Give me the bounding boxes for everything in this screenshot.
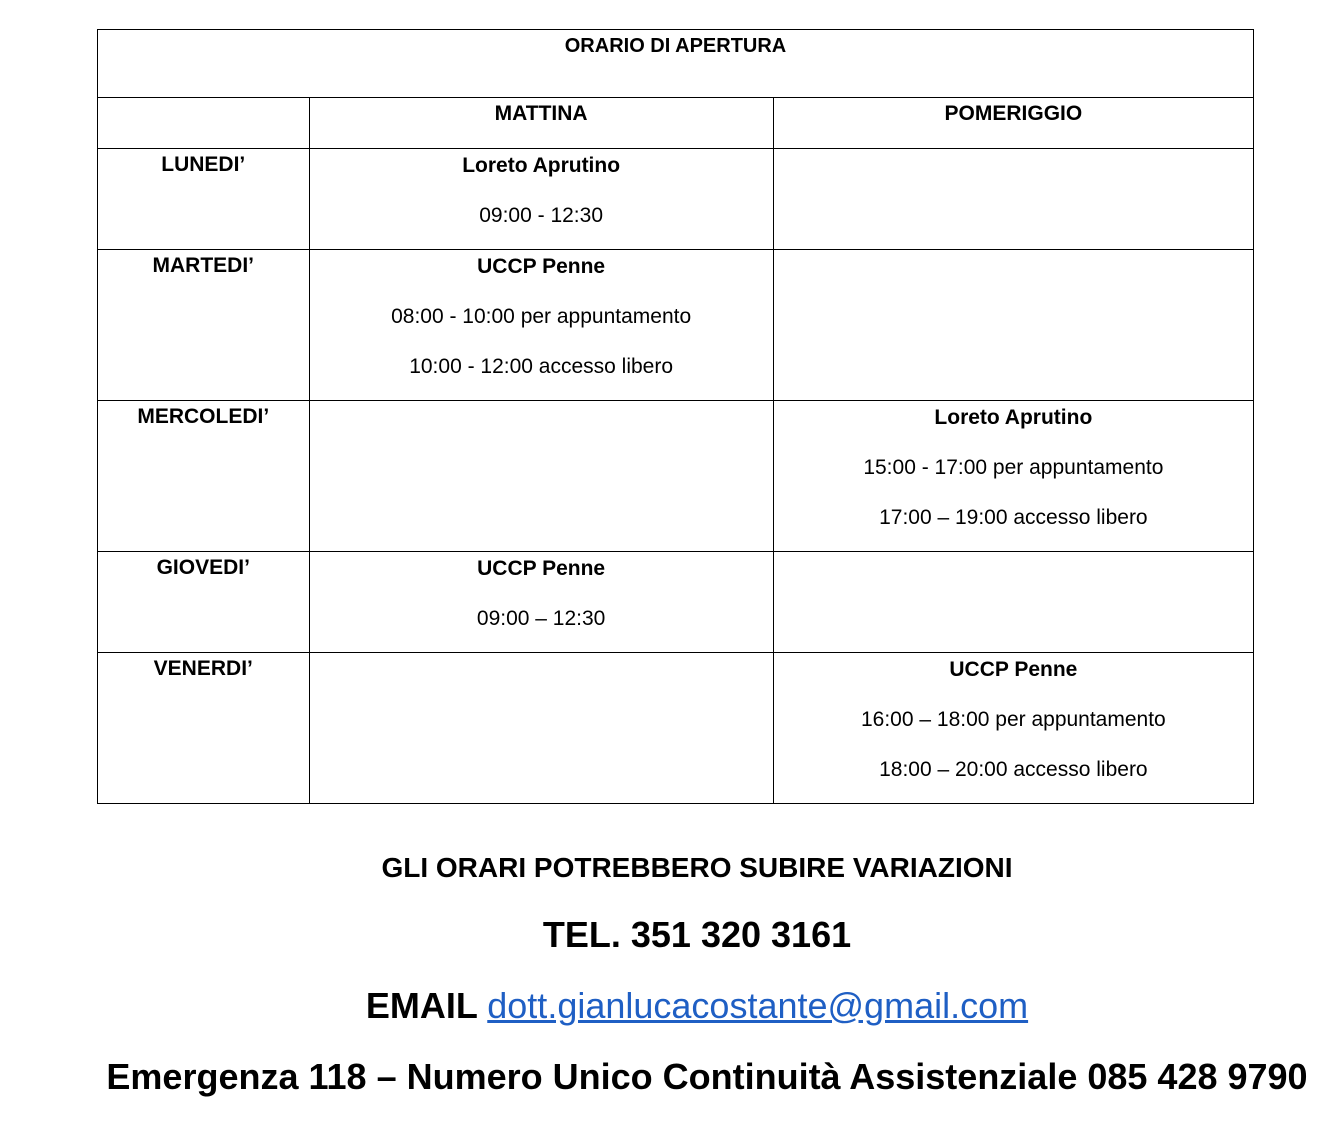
table-row [98,250,1254,401]
afternoon-place: Loreto Aprutino [934,406,1093,429]
morning-cell [309,401,773,552]
morning-place: UCCP Penne [477,557,606,580]
emergency-info: Emergenza 118 – Numero Unico Continuità Assistenziale 085 428 9790 [106,1056,1308,1097]
day-cell [98,653,310,804]
phone-number: TEL. 351 320 3161 [542,914,852,955]
table-row [98,552,1254,653]
morning-cell [309,149,773,250]
morning-place: UCCP Penne [477,255,606,278]
morning-cell [309,250,773,401]
day-label: MARTEDI’ [152,254,255,277]
header-afternoon [773,98,1253,149]
morning-time: 09:00 – 12:30 [476,607,606,630]
afternoon-time: 16:00 – 18:00 per appuntamento [860,708,1166,731]
header-afternoon-label: POMERIGGIO [944,102,1083,125]
day-cell [98,149,310,250]
opening-hours-table [97,29,1254,804]
day-label: MERCOLEDI’ [137,405,270,428]
afternoon-place: UCCP Penne [949,658,1078,681]
day-label: LUNEDI’ [161,153,246,176]
table-row [98,149,1254,250]
table-title: ORARIO DI APERTURA [564,35,787,57]
morning-time: 10:00 - 12:00 accesso libero [409,355,674,378]
email-label: EMAIL [365,985,478,1026]
afternoon-cell [773,250,1253,401]
afternoon-time: 18:00 – 20:00 accesso libero [879,758,1148,781]
day-cell [98,401,310,552]
afternoon-cell [773,653,1253,804]
day-label: GIOVEDI’ [156,556,250,579]
afternoon-time: 15:00 - 17:00 per appuntamento [863,456,1164,479]
morning-time: 09:00 - 12:30 [479,204,603,227]
email-link[interactable]: dott.gianlucacostante@gmail.com [487,985,1029,1026]
morning-time: 08:00 - 10:00 per appuntamento [391,305,692,328]
afternoon-cell [773,149,1253,250]
header-day-label [98,98,309,102]
morning-place: Loreto Aprutino [462,154,621,177]
morning-cell [309,653,773,804]
table-row [98,653,1254,804]
schedule-change-notice: GLI ORARI POTREBBERO SUBIRE VARIAZIONI [381,852,1013,883]
email-line [25,985,1344,1027]
afternoon-cell [773,401,1253,552]
header-day [98,98,310,149]
table-row [98,401,1254,552]
afternoon-time: 17:00 – 19:00 accesso libero [879,506,1148,529]
morning-cell [309,552,773,653]
header-morning [309,98,773,149]
table-title-cell [98,30,1254,98]
day-cell [98,250,310,401]
day-cell [98,552,310,653]
afternoon-cell [773,552,1253,653]
day-label: VENERDI’ [153,657,253,680]
header-morning-label: MATTINA [494,102,588,125]
